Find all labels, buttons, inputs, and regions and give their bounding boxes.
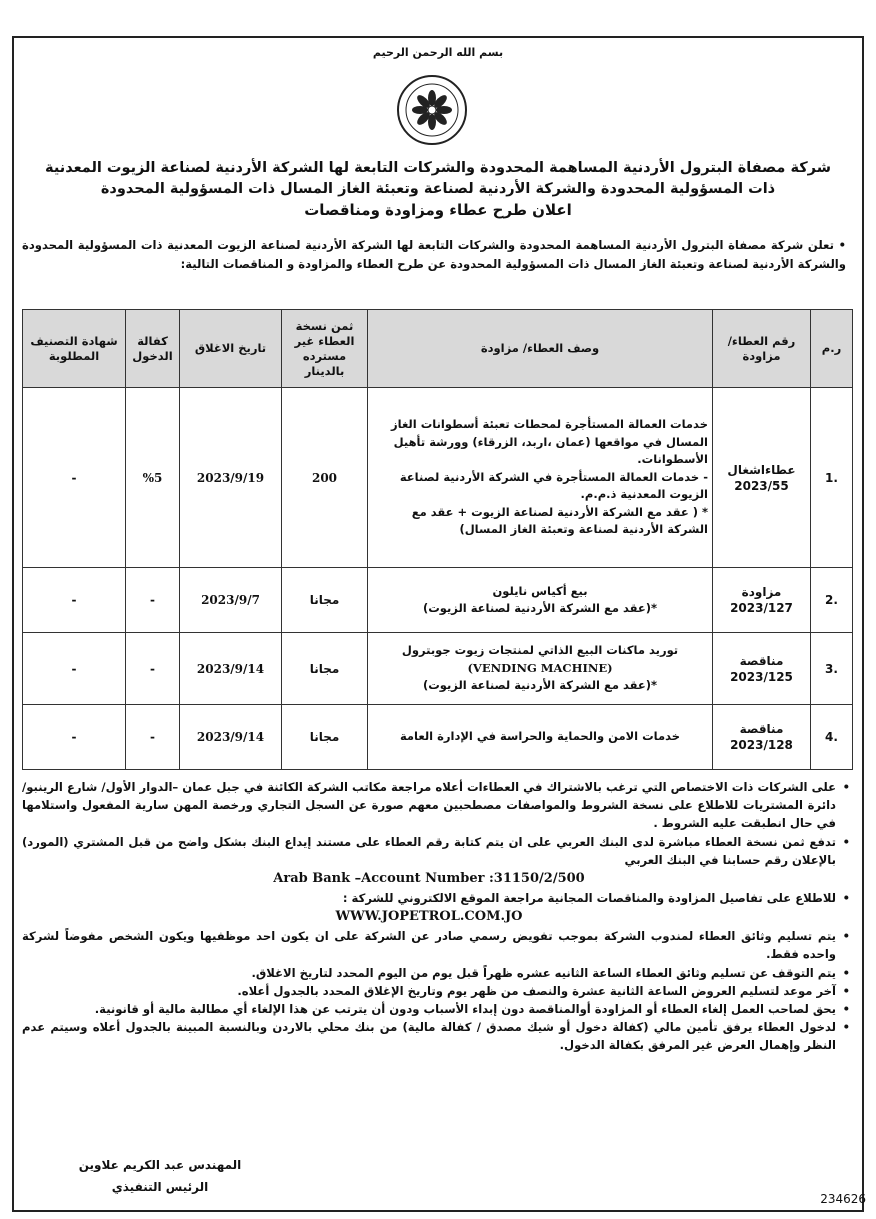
jopetrol-logo-icon <box>396 74 468 146</box>
heading-line-3: اعلان طرح عطاء ومزاودة ومناقصات <box>304 201 572 219</box>
cell-ref: مزاودة 2023/127 <box>713 568 811 633</box>
table-row <box>23 568 853 633</box>
intro-paragraph <box>22 236 846 273</box>
desc-line: * ( عقد مع الشركة الأردنية لصناعة الزيوت + عقد مع <box>411 504 708 519</box>
cell-no: .3 <box>811 633 853 705</box>
desc-line: (VENDING MACHINE) <box>467 660 613 675</box>
cell-price: مجانا <box>282 568 368 633</box>
signature-block <box>60 1154 260 1198</box>
desc-line: الشركة الأردنية لصناعة وتعبئة الغاز المسال) <box>459 522 708 537</box>
cell-price: مجانا <box>282 705 368 770</box>
cell-close-date: 2023/9/14 <box>180 705 282 770</box>
basmala-text: بسم الله الرحمن الرحيم <box>372 46 504 59</box>
cell-bond: - <box>126 705 180 770</box>
bank-account-line: Arab Bank –Account Number :31150/2/500 <box>273 871 585 887</box>
desc-line: المسال في مواقعها (عمان ،اربد، الزرقاء) وورشة تأهيل <box>393 434 708 449</box>
cell-desc <box>368 705 713 770</box>
tenders-table <box>22 309 853 770</box>
cell-cert: - <box>23 568 126 633</box>
header-price: ثمن نسخة العطاء غير مسترده بالدينار <box>282 310 368 388</box>
bullet-icon: • <box>833 238 846 252</box>
cell-bond: - <box>126 568 180 633</box>
table-row <box>23 705 853 770</box>
note-item: • لدخول العطاء يرفق تأمين مالي (كفالة دخول أو شيك مصدق / كفالة مالية) من بنك محلي بالاردن وبالنسبة المبينة بالجدول أعلاه وسيتم عدم النظر وإهمال العرض غير المرفق بكفالة الدخول. <box>22 1018 836 1054</box>
cell-desc <box>368 388 713 568</box>
desc-line: توريد ماكنات البيع الذاتي لمنتجات زيوت جوبترول <box>401 643 679 658</box>
header-bond: كفالة الدخول <box>126 310 180 388</box>
table-row <box>23 388 853 568</box>
note-item: • يحق لصاحب العمل إلغاء العطاء أو المزاودة أوالمناقصة دون إبداء الأسباب ودون أن يترتب عن هذا الإلغاء أي مطالبة مالية أو قانونية. <box>22 1000 836 1018</box>
desc-line: - خدمات العمالة المستأجرة في الشركة الأردنية لصناعة <box>399 469 708 484</box>
note-item: • يتم تسليم وثائق العطاء لمندوب الشركة بموجب تفويض رسمي صادر عن الشركة على ان يكون احد موظفيها ويكون الشخص مفوضاً لشركة واحده فقط. <box>22 927 836 963</box>
desc-line: خدمات العمالة المستأجرة لمحطات تعبئة أسطوانات الغاز <box>391 417 708 432</box>
intro-text: تعلن شركة مصفاة البترول الأردنية المساهمة المحدودة والشركات التابعة لها الشركة الأردنية لصناعة الزيوت المعدنية ذات المسؤولية المحدودة والشركة الأردنية لصناعة وتعبئة الغاز المسال ذات المسؤولية المحدودة عن طرح العطاء والمزاودة و المناقصات التالية: <box>22 238 846 271</box>
desc-line: الزيوت المعدنية ذ.م.م. <box>580 487 708 502</box>
cell-bond: - <box>126 633 180 705</box>
note-item <box>22 869 836 889</box>
note-item: • تدفع ثمن نسخة العطاء مباشرة لدى البنك العربي على ان يتم كتابة رقم العطاء على مستند إيداع البنك بشكل واضح من قبل المشتري (المورد) بالإعلان رقم حسابنا في البنك العربي <box>22 833 836 869</box>
cell-close-date: 2023/9/14 <box>180 633 282 705</box>
cell-no: .1 <box>811 388 853 568</box>
cell-ref: عطاءاشغال 2023/55 <box>713 388 811 568</box>
cell-no: .4 <box>811 705 853 770</box>
cell-ref: مناقصة 2023/125 <box>713 633 811 705</box>
heading-line-2: ذات المسؤولية المحدودة والشركة الأردنية لصناعة وتعبئة الغاز المسال ذات المسؤولية المحدودة <box>100 181 776 197</box>
signatory-title: الرئيس التنفيذي <box>111 1180 209 1194</box>
cell-no: .2 <box>811 568 853 633</box>
note-item <box>22 907 836 927</box>
cell-cert: - <box>23 705 126 770</box>
table-row <box>23 633 853 705</box>
desc-line: *(عقد مع الشركة الأردنية لصناعة الزيوت) <box>422 601 658 615</box>
header-desc: وصف العطاء/ مزاودة <box>368 310 713 388</box>
cell-close-date: 2023/9/19 <box>180 388 282 568</box>
header-no: ر.م <box>811 310 853 388</box>
cell-price: مجانا <box>282 633 368 705</box>
note-item: • على الشركات ذات الاختصاص التي ترغب بالاشتراك في العطاءات أعلاه مراجعة مكاتب الشركة الكائنة في جبل عمان –الدوار الأول/ شارع الرينبو/ دائرة المشتريات للاطلاع على نسخة الشروط والمواصفات مصطحبين معهم صورة عن السجل التجاري ورخصة المهن سارية المفعول واستلامها في حال انطبقت عليه الشروط . <box>22 778 836 833</box>
notes-list <box>22 778 854 1055</box>
cell-cert: - <box>23 633 126 705</box>
desc-line: خدمات الامن والحماية والحراسة في الإدارة العامة <box>399 729 681 744</box>
cell-bond: %5 <box>126 388 180 568</box>
desc-line: الأسطوانات. <box>637 452 708 467</box>
desc-line: بيع أكياس نايلون <box>492 583 588 598</box>
note-item: • للاطلاع على تفاصيل المزاودة والمناقصات المجانية مراجعة الموقع الالكتروني للشركة : <box>22 889 836 907</box>
website-link[interactable]: WWW.JOPETROL.COM.JO <box>335 909 523 925</box>
note-item: • آخر موعد لتسليم العروض الساعة الثانية عشرة والنصف من ظهر يوم وتاريخ الإغلاق المحدد بالجدول أعلاه. <box>22 982 836 1000</box>
signatory-name: المهندس عبد الكريم علاوين <box>78 1158 242 1172</box>
note-item: • يتم التوقف عن تسليم وثائق العطاء الساعة الثانيه عشره ظهراً قبل يوم من اليوم المحدد لتاريخ الاغلاق. <box>22 964 836 982</box>
ad-code: 234626 <box>820 1192 866 1206</box>
heading-line-1: شركة مصفاة البترول الأردنية المساهمة المحدودة والشركات التابعة لها الشركة الأردنية لصناعة الزيوت المعدنية <box>45 160 831 176</box>
header-close-date: تاريخ الاغلاق <box>180 310 282 388</box>
header-ref: رقم العطاء/ مزاودة <box>713 310 811 388</box>
cell-close-date: 2023/9/7 <box>180 568 282 633</box>
header-cert: شهادة التصنيف المطلوبة <box>23 310 126 388</box>
cell-desc <box>368 633 713 705</box>
cell-cert: - <box>23 388 126 568</box>
cell-price: 200 <box>282 388 368 568</box>
company-heading <box>22 158 854 221</box>
cell-ref: مناقصة 2023/128 <box>713 705 811 770</box>
cell-desc <box>368 568 713 633</box>
desc-line: *(عقد مع الشركة الأردنية لصناعة الزيوت) <box>422 678 658 693</box>
